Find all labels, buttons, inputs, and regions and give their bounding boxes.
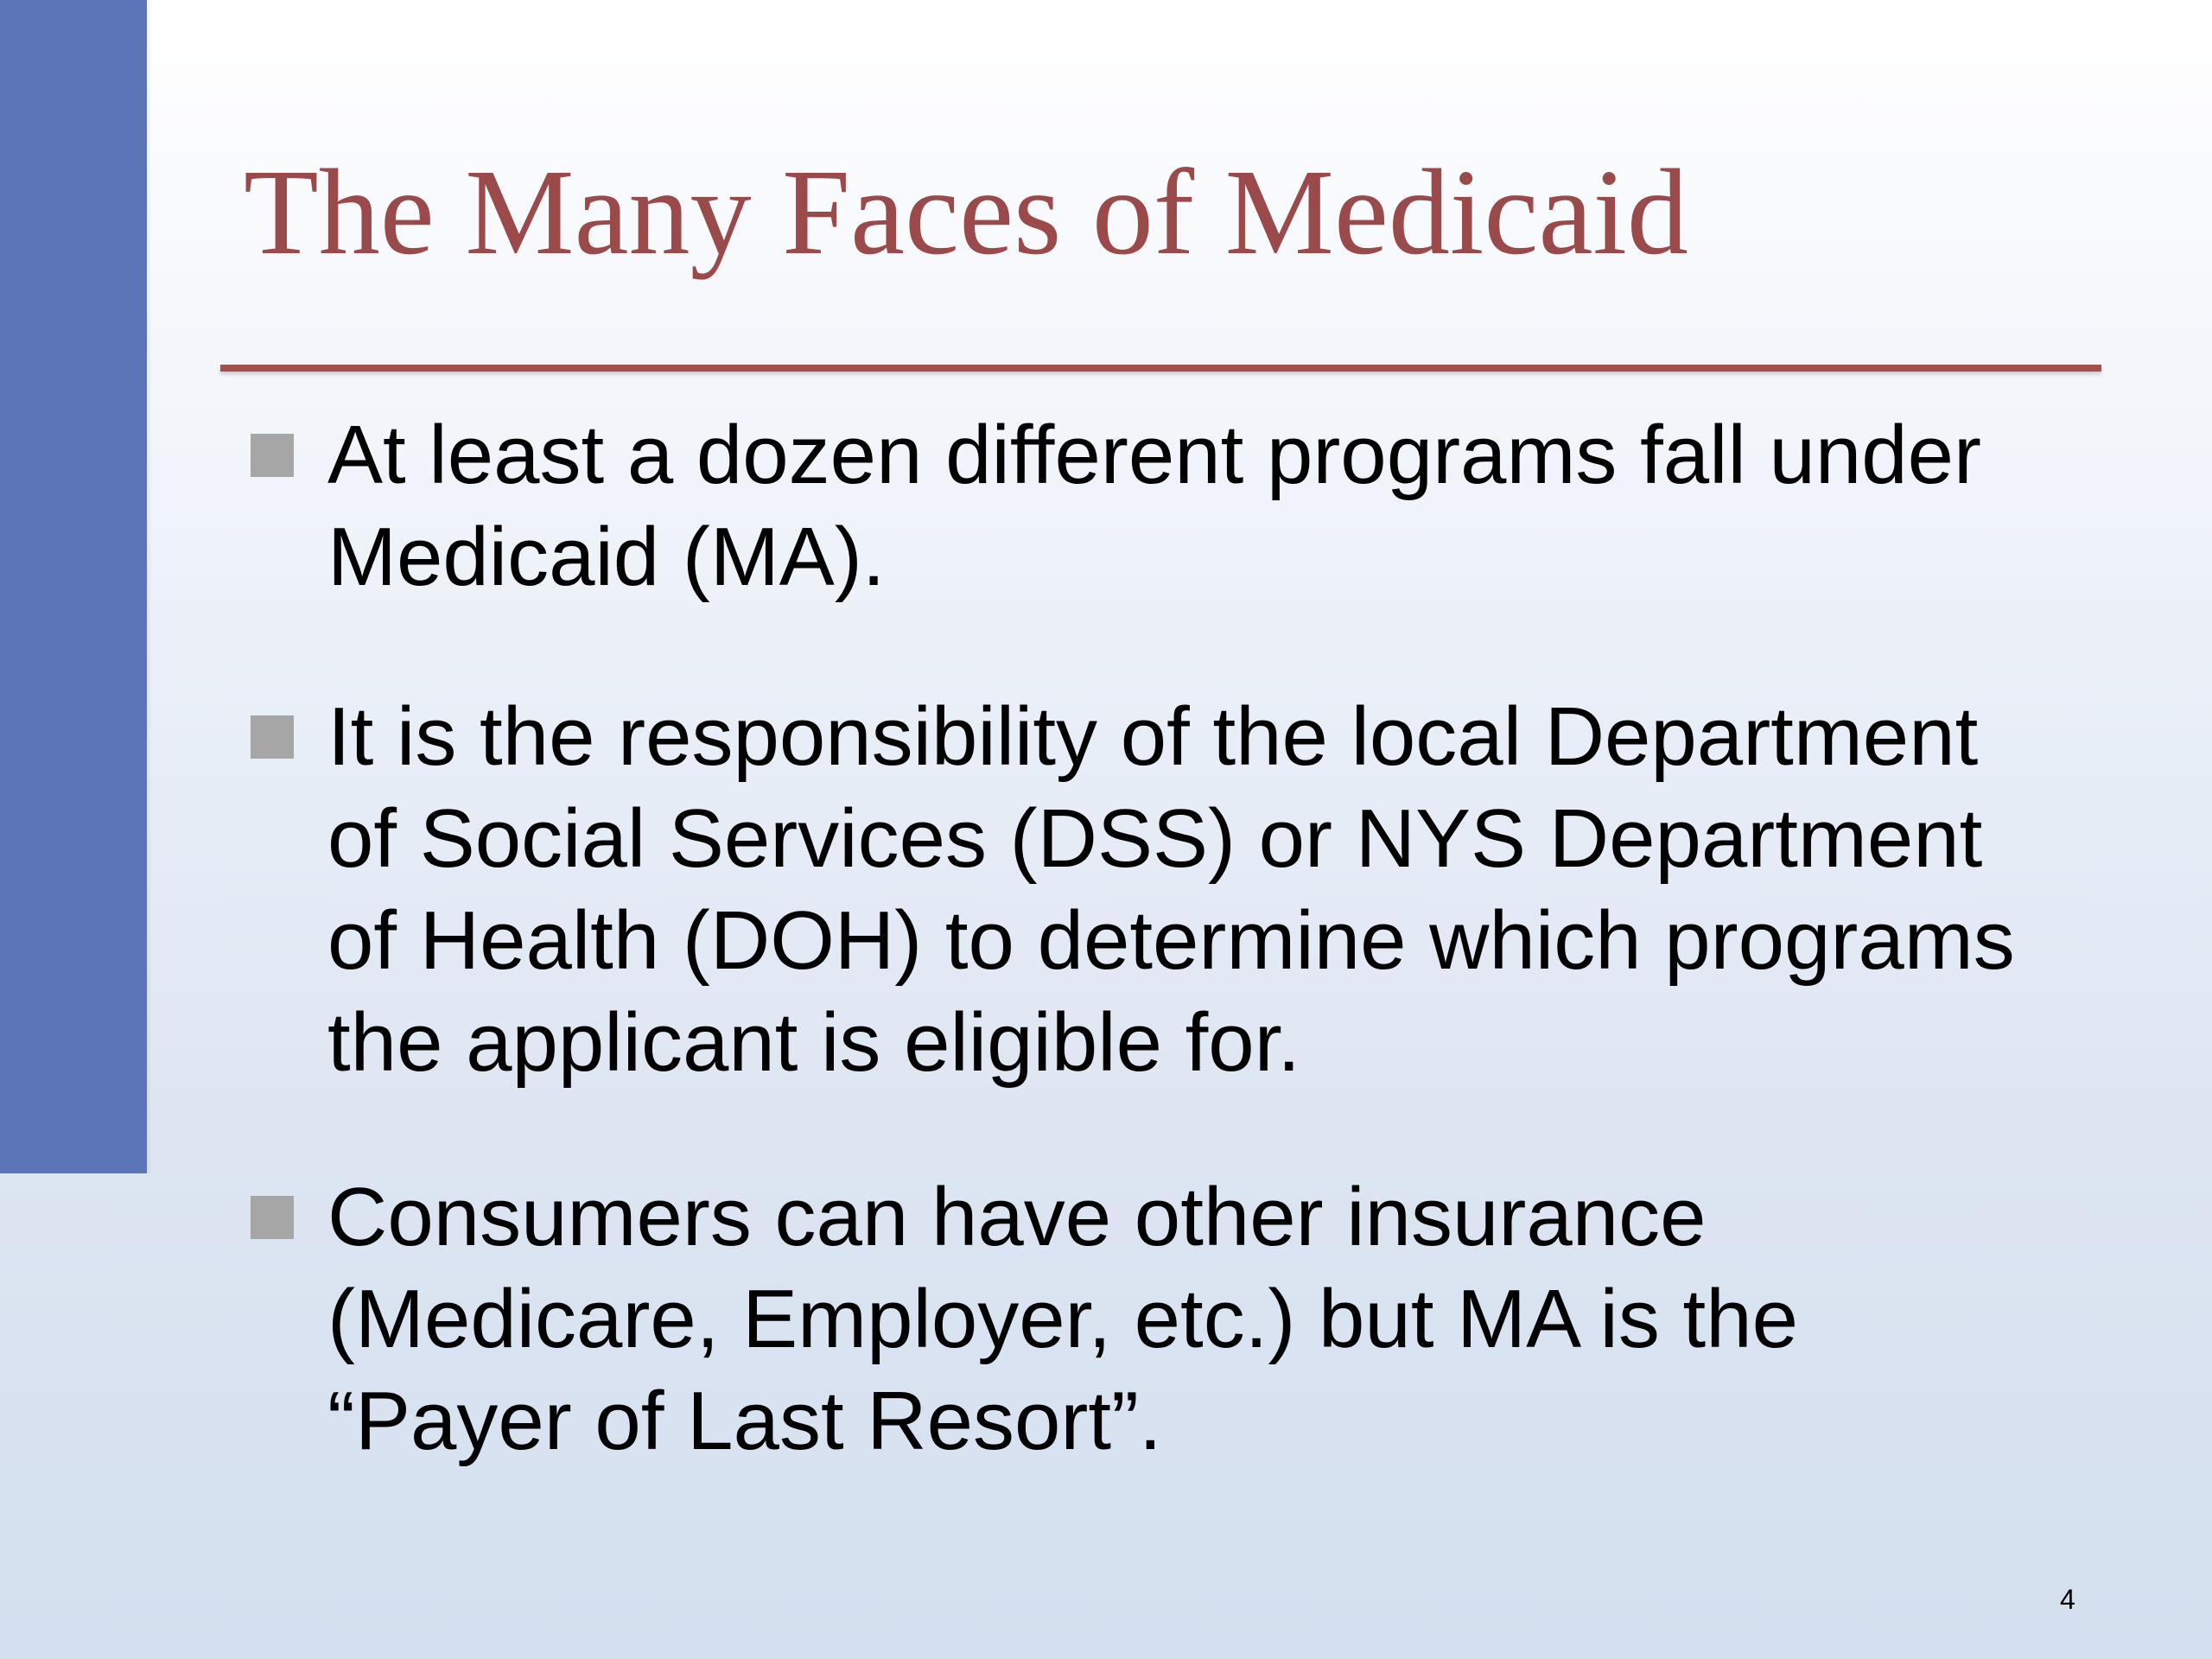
square-bullet-icon [251,434,294,477]
title-divider [220,365,2101,372]
bullet-text: At least a dozen different programs fall under Medicaid (MA). [327,409,1981,603]
bullet-text: Consumers can have other insurance (Medicare, Employer, etc.) but MA is the “Payer of Last Resort”. [327,1171,1798,1467]
square-bullet-icon [251,715,294,759]
bullet-item [249,1166,2063,1472]
bullet-list [249,404,2063,1550]
slide-title: The Many Faces of Medicaid [244,143,1688,280]
bullet-item [249,404,2063,608]
page-number: 4 [2060,1584,2075,1615]
bullet-text: It is the responsibility of the local Department of Social Services (DSS) or NYS Department of Health (DOH) to determine which programs the applicant is eligible for. [327,690,2015,1089]
side-accent-bar [0,0,147,1173]
square-bullet-icon [251,1196,294,1239]
bullet-item [249,686,2063,1094]
side-accent-bar-shadow [147,0,152,1173]
